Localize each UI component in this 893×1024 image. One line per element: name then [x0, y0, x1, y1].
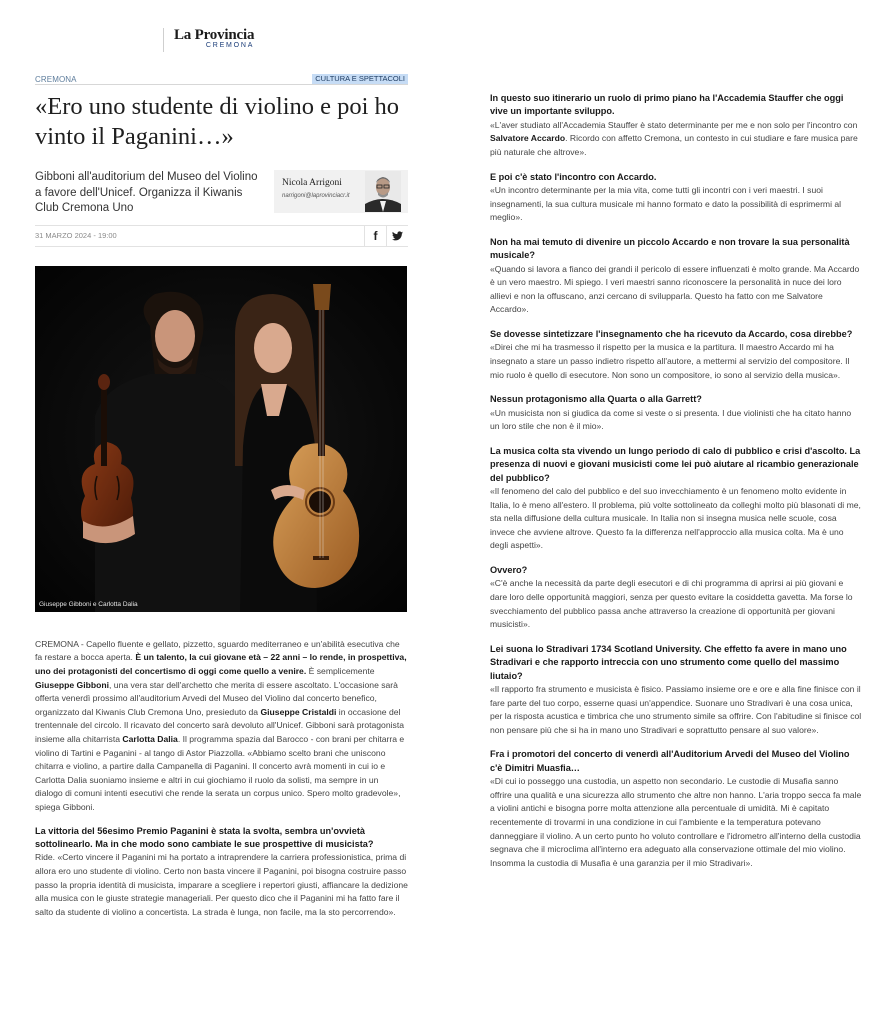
answer-text-post: . Ricordo con affetto Cremona, un contesto in cui studiare e fare musica pare più naturale che altrove». — [490, 133, 858, 157]
twitter-icon[interactable] — [386, 225, 408, 247]
interview-question: E poi c'è stato l'incontro con Accardo. — [490, 171, 657, 182]
section-label[interactable]: CREMONA — [35, 74, 77, 84]
article-title: «Ero uno studente di violino e poi ho vinto il Paganini…» — [35, 93, 400, 150]
intro-text-h: Carlotta Dalia — [122, 733, 178, 744]
interview-item — [490, 445, 862, 553]
interview-question: In questo suo itinerario un ruolo di primo piano ha l'Accademia Stauffer che oggi vive un importante sviluppo. — [490, 93, 844, 117]
interview-item — [490, 393, 862, 434]
answer-text: «L'aver studiato all'Accademia Stauffer è stato determinante per me e non solo per l'incontro con — [490, 119, 858, 130]
interview-answer: «Di cui io posseggo una custodia, un aspetto non secondario. Le custodie di Musafia sanno offrire una qualità e una sicurezza allo strumento che altre non hanno. L'aria troppo secca fa male a violini antichi e bisogna porre molta attenzione alla percentuale di umidità. Mi è capitato recentemente di trovarmi in una condizione in cui l'ambiente e la temperatura potevano danneggiare il violino. A un certo punto ho voluto controllare e l'idrometro all'interno della custodia segnava che il microclima all'interno era adeguato alla conservazione ottimale del mio violino. Insomma la custodia di Musafia è una garanzia per il mio Stradivari». — [490, 776, 862, 868]
author-avatar — [365, 171, 401, 212]
interview-question: Se dovesse sintetizzare l'insegnamento che ha ricevuto da Accardo, cosa direbbe? — [490, 328, 853, 339]
photo-caption: Giuseppe Gibboni e Carlotta Dalia — [39, 600, 138, 608]
interview-question: Ovvero? — [490, 564, 528, 575]
interview-answer: «C'è anche la necessità da parte degli esecutori e di chi programma di aprirsi ai più giovani e dare loro delle opportunità maggiori, senza per questo evitare la cosiddetta gavetta. Ma forse lo svecchiamento del pubblico passa anche attraverso la creazione di opportunità per giovani musicisti». — [490, 578, 853, 630]
answer-paragraph: Ride. «Certo vincere il Paganini mi ha portato a intraprendere la carriera professionistica, prima di allora ero uno studente di violino. Certo non basta vincere il Paganini, poi bisogna costruire passo passo la propria identità di musicista, imparare a scegliere i repertori giusti, affiancare la dedizione alla musica con le giuste strategie manageriali. Per questo dico che il Paganini mi ha fatto fare il salto da studente di violino a concertista. La strada è lunga, non facile, ma la sto percorrendo». — [35, 852, 408, 917]
interview-item — [490, 328, 862, 382]
article-body — [35, 638, 408, 920]
article-subtitle: Gibboni all'auditorium del Museo del Violino a favore dell'Unicef. Organizza il Kiwanis Club Cremona Uno — [35, 171, 258, 215]
interview-question: La musica colta sta vivendo un lungo periodo di calo di pubblico e crisi d'ascolto. La presenza di nuovi e giovani musicisti come lei può aiutare al ricambio generazionale del pubblico? — [490, 445, 861, 483]
facebook-icon[interactable]: f — [364, 225, 386, 247]
interview-item — [490, 748, 862, 870]
interview-answer: «Il rapporto fra strumento e musicista è fisico. Passiamo insieme ore e ore e alla fine finisce con il fare parte del tuo corpo, esserne quasi un'appendice. Suonare uno Stradivari è una cosa unica, per la risposta acustica e timbrica che uno strumento simile sa offrire. Con l'abitudine si finisce col non pensare più che si ha in mano uno Stradivari e soprattutto pensare al suo valore». — [490, 683, 862, 735]
publish-date: 31 MARZO 2024 - 19:00 — [35, 231, 117, 241]
date-share-row — [35, 225, 408, 247]
subtitle-row — [35, 170, 408, 217]
article-meta-row — [35, 74, 408, 85]
interview-item — [490, 171, 862, 225]
interview-item — [490, 92, 862, 160]
answer-bold: Salvatore Accardo — [490, 133, 566, 144]
author-email[interactable]: narrigoni@laprovinciacr.it — [282, 193, 350, 199]
intro-text-f: Giuseppe Cristaldi — [260, 706, 337, 717]
category-badge[interactable]: CULTURA E SPETTACOLI — [312, 74, 408, 84]
intro-text-a: CREMONA - Capello fluente e gellato, pizzetto, sguardo mediterraneo e un'abilità esecutiva che fa restare a bocca aperta. — [35, 638, 400, 663]
interview-item — [490, 643, 862, 738]
share-buttons — [364, 225, 408, 247]
masthead-logo[interactable] — [163, 28, 254, 52]
intro-paragraph — [35, 638, 408, 815]
intro-text-g: in occasione del trentennale del circolo. Il ricavato del concerto sarà devoluto all'Unicef. Gibboni sarà protagonista insieme alla chitarrista — [35, 706, 404, 744]
interview-answer — [490, 119, 862, 160]
article-main-column — [35, 74, 408, 929]
interview-column — [490, 92, 862, 881]
intro-text-c: È semplicemente — [306, 665, 375, 676]
interview-question: Nessun protagonismo alla Quarta o alla Garrett? — [490, 394, 702, 405]
logo-title: La Provincia — [174, 27, 255, 43]
article-photo[interactable] — [35, 266, 407, 612]
author-card[interactable] — [274, 170, 408, 213]
interview-answer: «Direi che mi ha trasmesso il rispetto per la musica e la partitura. Il maestro Accardo mi ha insegnato a stare un passo indietro rispetto all'autore, a mettermi al servizio del compositore. Il mio ruolo è quello di esecutore. Non sono un compositore, io sono al servizio della musica». — [490, 342, 850, 380]
interview-answer: «Un musicista non si giudica da come si veste o si presenta. I due violinisti che ha citato hanno un loro stile che non è il mio». — [490, 407, 852, 432]
question-heading: La vittoria del 56esimo Premio Paganini è stata la svolta, sembra un'ovvietà sottolinearlo. Ma in che modo sono cambiate le sue prospettive di musicista? — [35, 825, 374, 849]
interview-answer: «Il fenomeno del calo del pubblico e del suo invecchiamento è un fenomeno molto evidente in Italia, lo è meno all'estero. Il problema, più volte sottolineato da colleghi molto più blasonati di me, sta nella diffusione della cultura musicale. In Italia non si insegna musica nelle scuole, cosa invece che avviene altrove. Questo fa la differenza nell'approccio alla musica colta. Ma è uno degli aspetti». — [490, 485, 861, 551]
logo-edition: CREMONA — [205, 42, 255, 49]
interview-item — [490, 564, 862, 632]
interview-answer: «Un incontro determinante per la mia vita, come tutti gli incontri con i veri maestri. I suoi insegnamenti, la sua cultura musicale mi hanno formato e dato la possibilità di esprimermi al meglio». — [490, 185, 842, 223]
interview-question: Fra i promotori del concerto di venerdì all'Auditorium Arvedi del Museo del Violino c'è Dimitri Muasfia… — [490, 749, 850, 773]
interview-answer: «Quando si lavora a fianco dei grandi il pericolo di essere influenzati è molto grande. Ma Accardo è un vero maestro. Mi spiego. I veri maestri sanno riconoscere la personalità in nuce dei loro allievi e non la offuscano, anzi cercano di svilupparla. Questo ha fatto con me Salvatore Accardo». — [490, 263, 860, 315]
intro-text-b: È un talento, la cui giovane età – 22 anni – lo rende, in prospettiva, uno dei protagonisti del concertismo di oggi come quello a venire. — [35, 652, 407, 676]
interview-item — [490, 236, 862, 317]
intro-text-d: Giuseppe Gibboni — [35, 679, 110, 690]
interview-question: Non ha mai temuto di divenire un piccolo Accardo e non trovare la sua personalità musicale? — [490, 236, 850, 261]
intro-text-e: , una vera star dell'archetto che merita di essere ascoltato. L'occasione sarà offerta venerdì prossimo all'auditorium Arvedi del Museo del Violino dal concerto benefico, organizzato dal Kiwanis Club Cremona Uno, presieduto da — [35, 679, 398, 717]
interview-question: Lei suona lo Stradivari 1734 Scotland University. Che effetto fa avere in mano uno Stradivari e che rapporto intreccia con uno strumento come quello del massimo liutaio? — [490, 643, 847, 681]
intro-text-i: . Il programma spazia dal Barocco - con brani per chitarra e violino di Tartini e Paganini - al tango di Astor Piazzolla. «Abbiamo scelto brani che uniscono chitarra e violino, a partire dalla Campanella di Paganini. Il concerto avrà momenti in cui io e Carlotta Dalia suoniamo insieme e altri in cui giochiamo il ruolo da solisti, ma sempre in un dialogo di comuni intenti esecutivi che rende la serata un corpus unico. Spero molto gradevole», spiega Gibboni. — [35, 733, 405, 812]
author-name: Nicola Arrigoni — [282, 178, 342, 188]
